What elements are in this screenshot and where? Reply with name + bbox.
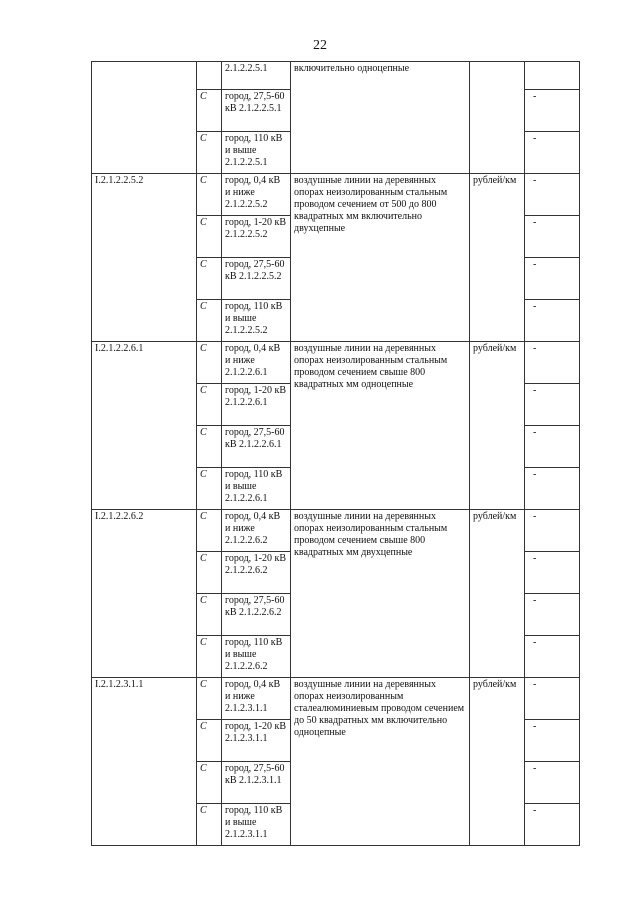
letter-cell: С [197, 174, 222, 216]
description-cell: воздушные линии на деревянных опорах неизолированным стальным проводом сечением от 500 до 800 квадратных мм включительно двухцепные [291, 174, 470, 342]
value-cell-text: - [533, 553, 537, 564]
letter-cell: С [197, 300, 222, 342]
value-cell-text: - [533, 427, 537, 438]
code-cell: I.2.1.2.2.5.2 [92, 174, 197, 342]
letter-cell: С [197, 258, 222, 300]
code-cell: I.2.1.2.2.6.2 [92, 510, 197, 678]
letter-cell: С [197, 216, 222, 258]
code-cell: I.2.1.2.3.1.1 [92, 678, 197, 846]
unit-cell [470, 62, 525, 174]
category-cell: город, 0,4 кВ и ниже 2.1.2.2.6.1 [222, 342, 291, 384]
value-cell-text: - [533, 343, 537, 354]
value-cell-text: - [533, 679, 537, 690]
category-cell: город, 1-20 кВ 2.1.2.2.6.1 [222, 384, 291, 426]
value-cell [525, 300, 580, 342]
value-cell-text: - [533, 763, 537, 774]
value-cell-text: - [533, 217, 537, 228]
letter-cell: С [197, 90, 222, 132]
value-cell-text: - [533, 469, 537, 480]
letter-cell: С [197, 510, 222, 552]
table-row [92, 174, 580, 216]
letter-cell: С [197, 804, 222, 846]
category-cell: город, 110 кВ и выше 2.1.2.2.6.2 [222, 636, 291, 678]
category-cell: город, 0,4 кВ и ниже 2.1.2.2.6.2 [222, 510, 291, 552]
description-cell: включительно одноцепные [291, 62, 470, 174]
value-cell-text: - [533, 637, 537, 648]
unit-cell: рублей/км [470, 510, 525, 678]
letter-cell: С [197, 342, 222, 384]
value-cell [525, 62, 580, 90]
category-cell: город, 110 кВ и выше 2.1.2.3.1.1 [222, 804, 291, 846]
category-cell: 2.1.2.2.5.1 [222, 62, 291, 90]
description-cell: воздушные линии на деревянных опорах неизолированным сталеалюминиевым проводом сечением до 50 квадратных мм включительно одноцепные [291, 678, 470, 846]
category-cell: город, 27,5-60 кВ 2.1.2.2.6.2 [222, 594, 291, 636]
category-cell: город, 1-20 кВ 2.1.2.2.5.2 [222, 216, 291, 258]
category-cell: город, 1-20 кВ 2.1.2.2.6.2 [222, 552, 291, 594]
category-cell: город, 110 кВ и выше 2.1.2.2.5.2 [222, 300, 291, 342]
table-row [92, 510, 580, 552]
value-cell [525, 594, 580, 636]
category-cell: город, 1-20 кВ 2.1.2.3.1.1 [222, 720, 291, 762]
value-cell [525, 342, 580, 384]
code-cell [92, 62, 197, 174]
value-cell [525, 132, 580, 174]
category-cell: город, 27,5-60 кВ 2.1.2.2.6.1 [222, 426, 291, 468]
letter-cell: С [197, 468, 222, 510]
description-cell: воздушные линии на деревянных опорах неизолированным стальным проводом сечением свыше 800 квадратных мм одноцепные [291, 342, 470, 510]
letter-cell: С [197, 132, 222, 174]
table-row [92, 62, 580, 90]
letter-cell: С [197, 720, 222, 762]
letter-cell: С [197, 426, 222, 468]
description-cell: воздушные линии на деревянных опорах неизолированным стальным проводом сечением свыше 800 квадратных мм двухцепные [291, 510, 470, 678]
value-cell [525, 762, 580, 804]
unit-cell: рублей/км [470, 678, 525, 846]
unit-cell: рублей/км [470, 174, 525, 342]
letter-cell: С [197, 384, 222, 426]
value-cell [525, 510, 580, 552]
value-cell-text: - [533, 721, 537, 732]
value-cell [525, 720, 580, 762]
table-row [92, 342, 580, 384]
value-cell [525, 90, 580, 132]
code-cell: I.2.1.2.2.6.1 [92, 342, 197, 510]
unit-cell: рублей/км [470, 342, 525, 510]
letter-cell: С [197, 594, 222, 636]
tariff-table [91, 61, 580, 846]
value-cell [525, 258, 580, 300]
category-cell: город, 27,5-60 кВ 2.1.2.2.5.2 [222, 258, 291, 300]
letter-cell [197, 62, 222, 90]
value-cell-text: - [533, 175, 537, 186]
value-cell-text: - [533, 385, 537, 396]
letter-cell: С [197, 552, 222, 594]
letter-cell: С [197, 762, 222, 804]
value-cell [525, 216, 580, 258]
category-cell: город, 27,5-60 кВ 2.1.2.3.1.1 [222, 762, 291, 804]
letter-cell: С [197, 636, 222, 678]
value-cell [525, 678, 580, 720]
value-cell-text: - [533, 595, 537, 606]
letter-cell: С [197, 678, 222, 720]
value-cell-text: - [533, 133, 537, 144]
value-cell [525, 468, 580, 510]
value-cell-text: - [533, 91, 537, 102]
value-cell [525, 426, 580, 468]
category-cell: город, 0,4 кВ и ниже 2.1.2.2.5.2 [222, 174, 291, 216]
value-cell-text: - [533, 511, 537, 522]
page-number: 22 [313, 38, 327, 53]
value-cell [525, 636, 580, 678]
tariff-table-body [92, 62, 580, 846]
category-cell: город, 27,5-60 кВ 2.1.2.2.5.1 [222, 90, 291, 132]
table-row [92, 678, 580, 720]
category-cell: город, 110 кВ и выше 2.1.2.2.6.1 [222, 468, 291, 510]
value-cell [525, 174, 580, 216]
value-cell [525, 384, 580, 426]
value-cell-text: - [533, 805, 537, 816]
category-cell: город, 0,4 кВ и ниже 2.1.2.3.1.1 [222, 678, 291, 720]
value-cell-text: - [533, 301, 537, 312]
value-cell [525, 552, 580, 594]
value-cell-text: - [533, 259, 537, 270]
category-cell: город, 110 кВ и выше 2.1.2.2.5.1 [222, 132, 291, 174]
value-cell [525, 804, 580, 846]
